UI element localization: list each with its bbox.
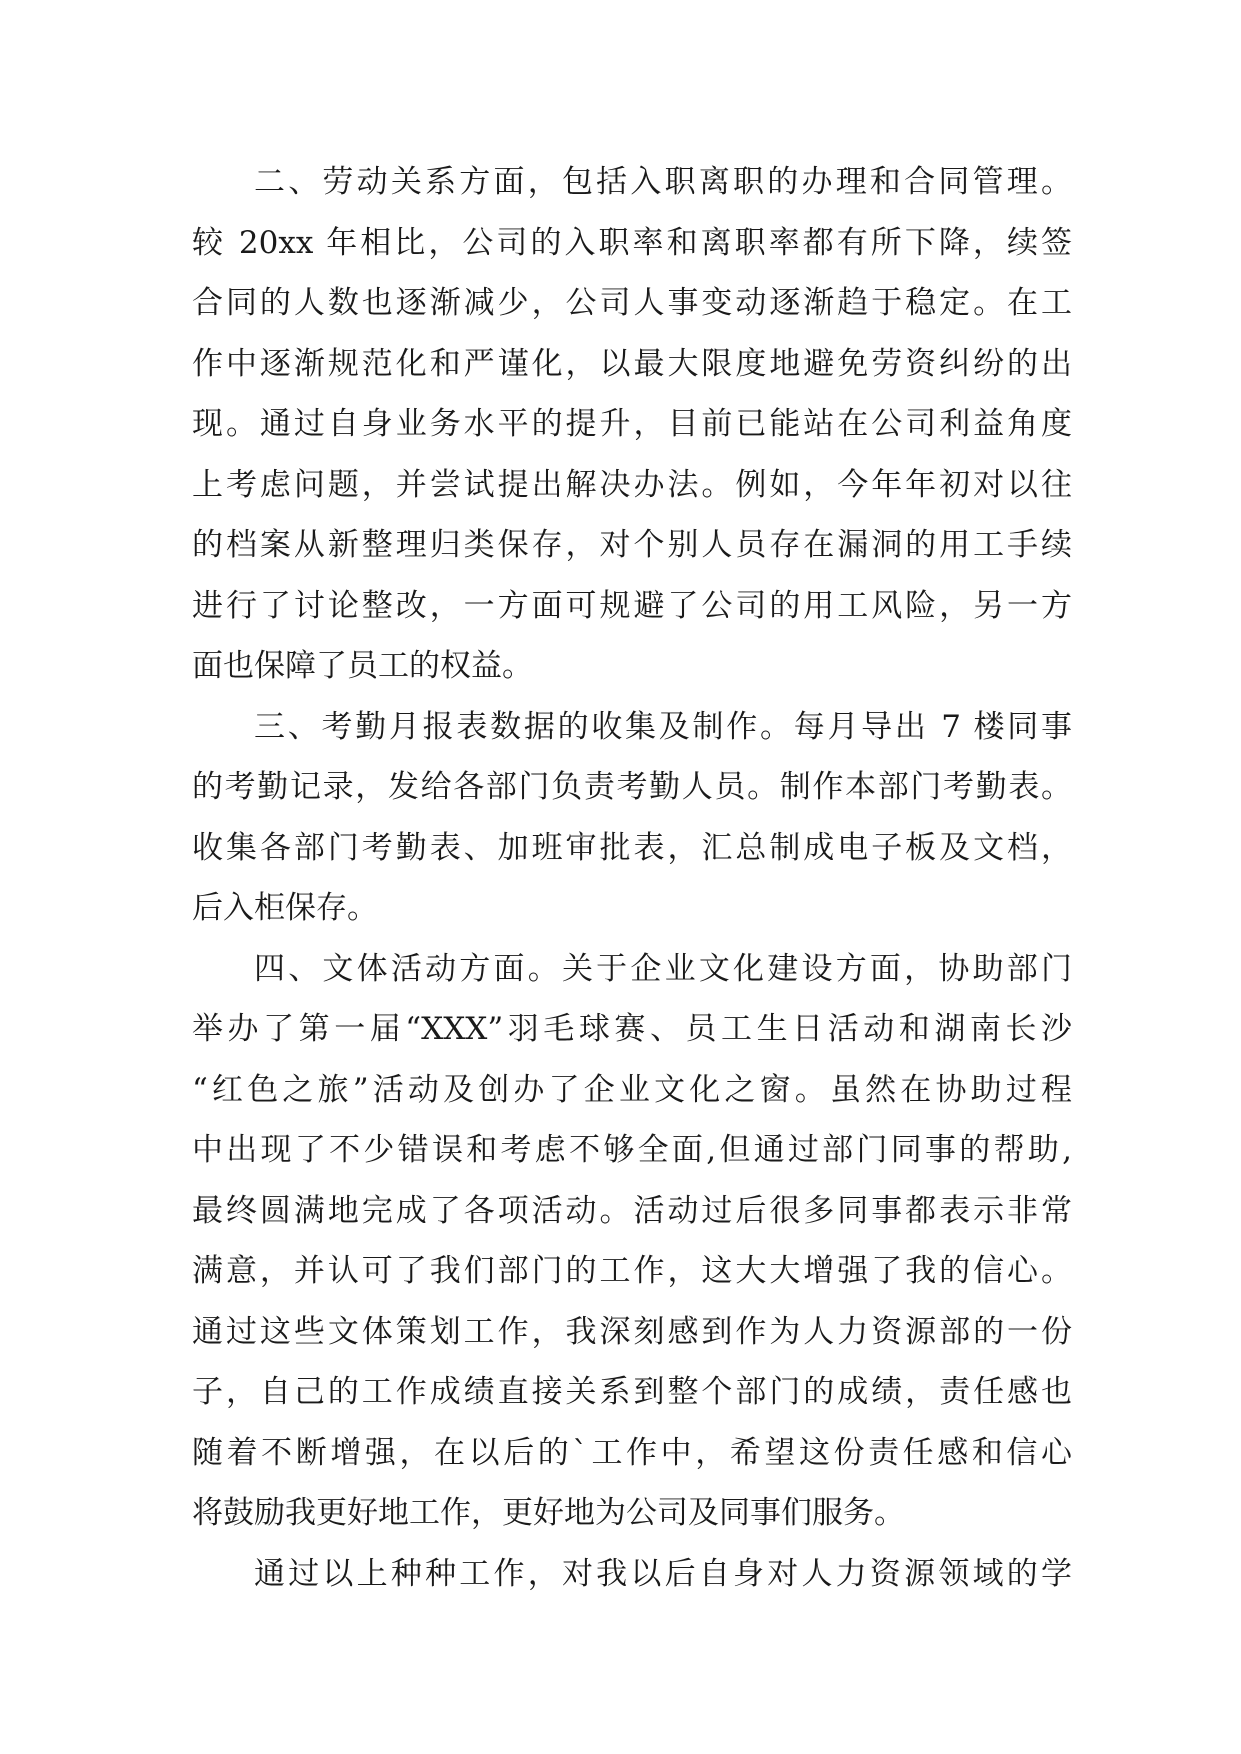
paragraph-4-line-9: 随着不断增强，在以后的`工作中，希望这份责任感和信心 (192, 1434, 1072, 1471)
paragraph-4-line-2: 举办了第一届“XXX”羽毛球赛、员工生日活动和湖南长沙 (192, 1011, 1072, 1047)
paragraph-4-line-7: 通过这些文体策划工作，我深刻感到作为人力资源部的一份 (192, 1313, 1072, 1350)
paragraph-2-line-3: 合同的人数也逐渐减少，公司人事变动逐渐趋于稳定。在工 (192, 285, 1072, 321)
paragraph-4-line-4: 中出现了不少错误和考虑不够全面,但通过部门同事的帮助, (192, 1132, 1072, 1168)
paragraph-3-line-4: 后入柜保存。 (192, 890, 378, 926)
paragraph-2-line-8: 进行了讨论整改，一方面可规避了公司的用工风险，另一方 (192, 587, 1072, 624)
paragraph-3-line-3: 收集各部门考勤表、加班审批表，汇总制成电子板及文档， (192, 829, 1072, 866)
paragraph-2-line-1: 二、劳动关系方面，包括入职离职的办理和合同管理。 (254, 164, 1072, 200)
paragraph-4-line-8: 子，自己的工作成绩直接关系到整个部门的成绩，责任感也 (192, 1374, 1072, 1410)
paragraph-4-line-10: 将鼓励我更好地工作，更好地为公司及同事们服务。 (192, 1495, 905, 1531)
paragraph-4-line-6: 满意，并认可了我们部门的工作，这大大增强了我的信心。 (192, 1253, 1072, 1289)
paragraph-3-line-2: 的考勤记录，发给各部门负责考勤人员。制作本部门考勤表。 (192, 769, 1072, 805)
paragraph-2-line-2: 较 20xx 年相比，公司的入职率和离职率都有所下降，续签 (192, 224, 1072, 261)
paragraph-4-line-1: 四、文体活动方面。关于企业文化建设方面，协助部门 (254, 950, 1072, 987)
paragraph-2-line-4: 作中逐渐规范化和严谨化，以最大限度地避免劳资纠纷的出 (192, 345, 1072, 382)
paragraph-5-line-1: 通过以上种种工作，对我以后自身对人力资源领域的学 (254, 1555, 1072, 1592)
paragraph-2-line-5: 现。通过自身业务水平的提升，目前已能站在公司利益角度 (192, 406, 1072, 442)
paragraph-3-line-1: 三、考勤月报表数据的收集及制作。每月导出 7 楼同事 (254, 708, 1072, 745)
paragraph-4-line-5: 最终圆满地完成了各项活动。活动过后很多同事都表示非常 (192, 1192, 1072, 1229)
paragraph-2-line-6: 上考虑问题，并尝试提出解决办法。例如，今年年初对以往 (192, 466, 1072, 503)
paragraph-2-line-7: 的档案从新整理归类保存，对个别人员存在漏洞的用工手续 (192, 527, 1072, 563)
paragraph-4-line-3: “红色之旅”活动及创办了企业文化之窗。虽然在协助过程 (192, 1071, 1072, 1108)
document-body (192, 152, 1072, 1604)
paragraph-2-line-9: 面也保障了员工的权益。 (192, 648, 533, 684)
